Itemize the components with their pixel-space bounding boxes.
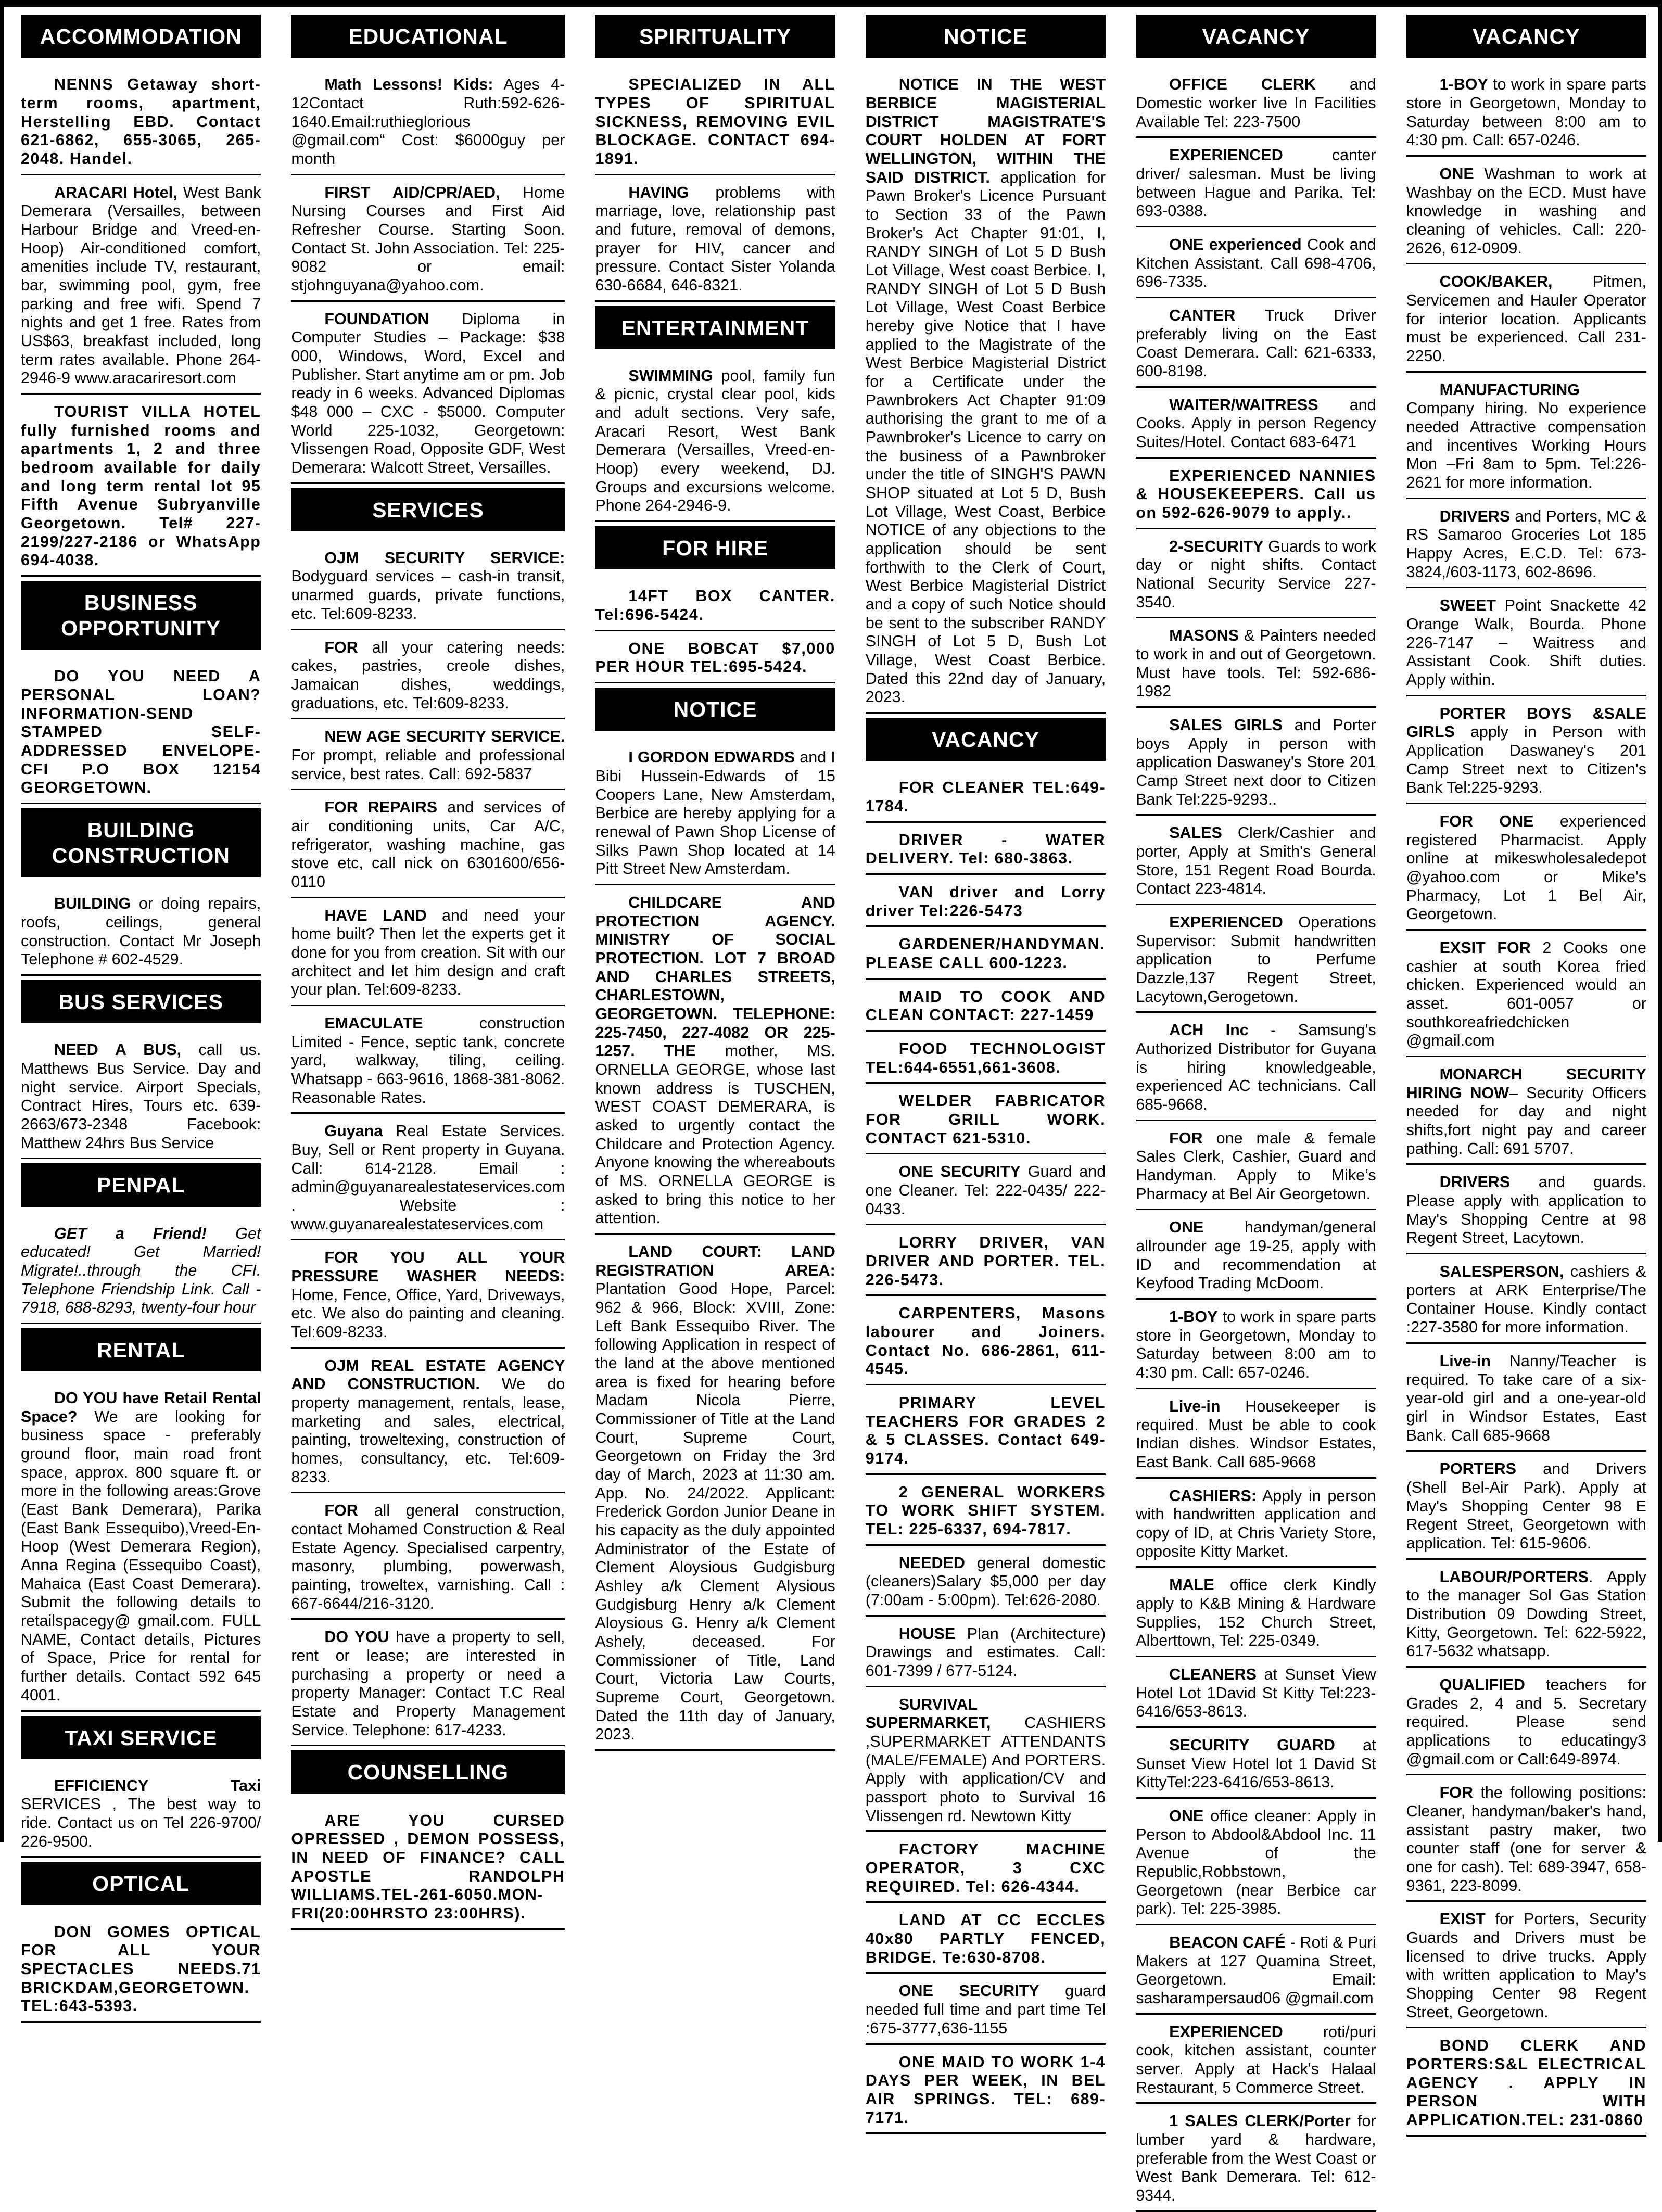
classified-ad — [21, 663, 261, 804]
section-header: FOR HIRE — [595, 526, 835, 569]
ad-text: one male & female Sales Clerk, Cashier, Guard and Handyman. Apply to Mike’s Pharmacy at Bel Air Georgetown. — [1136, 1129, 1376, 1203]
classified-ad — [866, 1621, 1106, 1687]
ad-text: or doing repairs, roofs, ceilings, general construction. Contact Mr Joseph Telephone # 602-4529. — [21, 895, 261, 969]
ad-text: experienced registered Pharmacist. Apply online at mikeswholesaledepot @yahoo.com or Mike's Pharmacy, Lot 1 Bel Air, Georgetown. — [1406, 812, 1646, 923]
ad-text: DON GOMES OPTICAL FOR ALL YOUR SPECTACLES NEEDS.71 BRICKDAM,GEORGETOWN. TEL:643-5393. — [21, 1923, 261, 2015]
ad-lead: WAITER/WAITRESS — [1169, 396, 1318, 414]
classified-ad — [866, 2049, 1106, 2134]
ad-lead: QUALIFIED — [1439, 1675, 1525, 1694]
ad-text: to work in spare parts store in Georgetown, Monday to Saturday between 8:00 am to 4:30 pm. Call: 657-0246. — [1136, 1308, 1376, 1382]
ad-text: call us. Matthews Bus Service. Day and night service. Airport Specials, Contract Hires, Tours etc. 639-2663/673-2348 Facebook: Matthew 24hrs Bus Service — [21, 1041, 261, 1152]
classified-ad — [1406, 1169, 1646, 1254]
ad-text: – Security Officers needed for day and night shifts,fort night pay and career pathing. Call: 691 5707. — [1406, 1084, 1647, 1158]
ad-lead: BUILDING — [54, 895, 131, 913]
ad-lead: SALES — [1169, 824, 1222, 842]
ad-lead: OJM SECURITY SERVICE: — [324, 549, 565, 567]
ad-text: and need your home built? Then let the experts get it done for you from creation. Sit with our architect and let him design and craft your plan. Tel:609-8233. — [291, 906, 565, 999]
ad-text: problems with marriage, love, relationship past and future, removal of demons, prayer for HIV, cancer and pressure. Contact Sister Yolanda 630-6684, 646-8321. — [595, 183, 835, 294]
ad-lead: Live-in — [1439, 1352, 1491, 1370]
ad-lead: GET a Friend! — [54, 1224, 207, 1242]
ad-lead: SECURITY GUARD — [1169, 1736, 1335, 1754]
ad-text: and Domestic worker live In Facilities Available Tel: 223-7500 — [1136, 75, 1376, 131]
ad-text: Plan (Architecture) Drawings and estimates. Call: 601-7399 / 677-5124. — [865, 1624, 1106, 1680]
classified-ad — [866, 1229, 1106, 1296]
ad-text: apply in Person with Application Daswaney's 201 Camp Street next to Citizen's Bank Tel:225-9293. — [1406, 723, 1646, 797]
classified-ad — [21, 1773, 261, 1858]
ad-lead: EMACULATE — [324, 1014, 423, 1032]
classified-ad — [1136, 1803, 1376, 1925]
ad-text: 2 Cooks one cashier at south Korea fried chicken. Experienced would an asset. 601-0057 or southkoreafriedchicken @gmail.com — [1406, 939, 1646, 1050]
ad-text: WELDER FABRICATOR FOR GRILL WORK. CONTACT 621-5310. — [865, 1092, 1106, 1147]
ad-text: Cook and Kitchen Assistant. Call 698-4706, 696-7335. — [1136, 235, 1376, 291]
ad-lead: EXPERIENCED — [1169, 2023, 1283, 2041]
classified-ad — [1406, 2032, 1646, 2136]
ad-text: teachers for Grades 2, 4 and 5. Secretary required. Please send applications to educatingy3 @gmail.com or Call:649-8974. — [1406, 1675, 1646, 1768]
classified-ad — [291, 306, 565, 484]
ad-text: Ages 4-12Contact Ruth:592-626-1640.Email:ruthieglorious @gmail.com“ Cost: $6000guy per month — [291, 75, 565, 168]
section-header: BUILDING CONSTRUCTION — [21, 808, 261, 877]
ad-lead: ACH Inc — [1169, 1021, 1249, 1039]
classified-ad — [1136, 392, 1376, 459]
classified-ad — [1406, 808, 1646, 931]
ad-lead: 1-BOY — [1439, 75, 1488, 94]
ad-lead: FOR — [324, 1502, 358, 1520]
ad-text: all your catering needs: cakes, pastries, creole dishes, Jamaican dishes, weddings, graduations, etc. Tel:609-8233. — [291, 638, 565, 712]
classified-ad — [595, 1239, 835, 1751]
classified-ad — [866, 827, 1106, 875]
classified-ad — [21, 1385, 261, 1711]
ad-lead: NOTICE IN THE WEST BERBICE MAGISTERIAL DISTRICT MAGISTRATE'S COURT HOLDEN AT FORT WELLINGTON, WITHIN THE SAID DISTRICT. — [865, 75, 1106, 186]
classified-ad — [291, 1497, 565, 1620]
ad-lead: COOK/BAKER, — [1439, 273, 1553, 291]
ad-lead: SALES GIRLS — [1169, 716, 1283, 734]
ad-lead: BEACON CAFÉ — [1169, 1933, 1286, 1951]
ad-lead: NEEDED — [898, 1554, 965, 1572]
ad-lead: ONE — [1169, 1807, 1204, 1825]
ad-text: Operations Supervisor: Submit handwritten application to Perfume Dazzle,137 Regent Street, Lacytown,Gerogetown. — [1136, 913, 1376, 1006]
ad-lead: FOR — [324, 638, 358, 656]
classified-ad — [1136, 1304, 1376, 1389]
classified-ad — [291, 1624, 565, 1746]
ad-lead: CANTER — [1169, 306, 1236, 324]
ad-lead: HOUSE — [898, 1624, 956, 1643]
classified-ad — [1136, 1732, 1376, 1799]
ad-lead: PORTER BOYS &SALE GIRLS — [1406, 704, 1646, 741]
classified-ad — [1136, 463, 1376, 529]
ad-text: Home Nursing Courses and First Aid Refresher Course. Starting Soon. Contact St. John Association. Tel: 225-9082 or email: stjohnguyana@yahoo.com. — [291, 183, 565, 294]
ad-lead: MANUFACTURING — [1439, 380, 1580, 399]
ad-lead: ONE experienced — [1169, 235, 1302, 253]
ad-text: Company hiring. No experience needed Attractive compensation and incentives Working Hours Mon –Fri 8am to 5pm. Tel:226-2621 for more information. — [1406, 399, 1646, 491]
classified-ad — [1406, 503, 1646, 589]
classified-ad — [866, 1907, 1106, 1974]
classified-ad — [1406, 701, 1646, 804]
ad-text: Bodyguard services – cash-in transit, unarmed guards, private functions, etc. Tel:609-8233. — [291, 567, 565, 622]
section-header: TAXI SERVICE — [21, 1716, 261, 1759]
ad-lead: 1 SALES CLERK/Porter — [1169, 2112, 1351, 2130]
ad-lead: SWEET — [1439, 596, 1496, 615]
ad-text: canter driver/ salesman. Must be living between Hague and Parika. Tel: 693-0388. — [1136, 146, 1376, 220]
classified-ad — [1406, 377, 1646, 499]
ad-lead: SURVIVAL SUPERMARKET, — [865, 1695, 991, 1732]
ad-text: FOR CLEANER TEL:649-1784. — [865, 779, 1106, 815]
ad-lead: ONE — [1169, 1218, 1204, 1237]
classified-ad — [1406, 935, 1646, 1057]
classified-ad — [1406, 1564, 1646, 1668]
ad-text: - Samsung's Authorized Distributor for Guyana is hiring knowledgeable, experienced AC technicians. Call 685-9668. — [1136, 1021, 1376, 1114]
classified-ad — [21, 399, 261, 577]
classified-ad — [291, 902, 565, 1006]
section-header: NOTICE — [866, 15, 1106, 58]
section-header: SERVICES — [291, 488, 565, 531]
ad-text: West Bank Demerara (Versailles, between Harbour Bridge and Vreed-en-Hoop) Air-conditioned comfort, amenities include TV, restaurant, bar, swimming pool, gym, free parking and free wifi. Spend 7 nights and get 1 free. Rates from US$63, breakfast included, long term rates available. Phone 264-2946-9 www.aracariresort.com — [21, 183, 261, 387]
ad-lead: ARACARI Hotel, — [54, 183, 177, 201]
ad-text: VAN driver and Lorry driver Tel:226-5473 — [865, 883, 1106, 920]
classified-ad — [291, 794, 565, 898]
classified-ad — [291, 180, 565, 302]
ad-text: Pitmen, Servicemen and Hauler Operator for interior location. Applicants must be experienced. Call 231-2250. — [1406, 273, 1646, 365]
ad-text: LORRY DRIVER, VAN DRIVER AND PORTER. TEL. 226-5473. — [865, 1234, 1106, 1289]
ad-lead: FIRST AID/CPR/AED, — [324, 183, 500, 201]
classified-ad — [291, 1010, 565, 1114]
classified-ad — [291, 634, 565, 720]
section-header: BUSINESS OPPORTUNITY — [21, 581, 261, 650]
ad-text: and guards. Please apply with application to May's Shopping Centre at 98 Regent Street, Lacytown. — [1406, 1173, 1646, 1247]
classified-ad — [291, 1244, 565, 1348]
ad-text: Point Snackette 42 Orange Walk, Bourda. Phone 226-7147 – Waitress and Assistant Cook. Shift duties. Apply within. — [1406, 596, 1646, 689]
ad-text: For prompt, reliable and professional service, best rates. Call: 692-5837 — [291, 746, 565, 783]
ad-text: Real Estate Services. Buy, Sell or Rent property in Guyana. Call: 614-2128. Email : admin@guyanarealestateservices.com . Website : www.guyanarealestateservices.com — [291, 1122, 565, 1233]
ad-lead: DRIVERS — [1439, 1173, 1511, 1191]
classified-ad — [866, 71, 1106, 714]
section-header: ACCOMMODATION — [21, 15, 261, 58]
ad-lead: 1-BOY — [1169, 1308, 1218, 1326]
ad-lead: SWIMMING — [628, 366, 714, 385]
classified-ad — [1406, 161, 1646, 264]
ad-text: DRIVER - WATER DELIVERY. Tel: 680-3863. — [865, 831, 1106, 868]
ad-lead: HAVE LAND — [324, 906, 427, 924]
ad-text: and Porter boys Apply in person with application Daswaney's Store 201 Camp Street next door to Citizen Bank Tel:225-9293.. — [1136, 716, 1376, 808]
ad-text: and Drivers (Shell Bel-Air Park). Apply at May's Shopping Center 98 E Regent Street, Georgetown with application. Tel: 615-9606. — [1406, 1460, 1646, 1552]
ad-lead: NEW AGE SECURITY SERVICE. — [324, 728, 565, 746]
ad-text: at Sunset View Hotel lot 1 David St KittyTel:223-6416/653-8613. — [1136, 1736, 1376, 1791]
ad-text: BOND CLERK AND PORTERS:S&L ELECTRICAL AGENCY . APPLY IN PERSON WITH APPLICATION.TEL: 231-0860 — [1406, 2037, 1646, 2129]
classified-ad — [1136, 1929, 1376, 2015]
classified-ad — [595, 180, 835, 302]
ad-lead: DO YOU have Retail Rental Space? — [21, 1389, 261, 1426]
ad-text: LAND AT CC ECCLES 40x80 PARTLY FENCED, BRIDGE. Te:630-8708. — [865, 1911, 1106, 1966]
section-header: EDUCATIONAL — [291, 15, 565, 58]
ad-text: and I Bibi Hussein-Edwards of 15 Coopers Lane, New Amsterdam, Berbice are hereby applying for a renewal of Pawn Shop License of Silks Pawn Shop located at 14 Pitt Street New Amsterdam. — [595, 748, 835, 878]
classified-ad — [595, 363, 835, 522]
ad-text: DO YOU NEED A PERSONAL LOAN? INFORMATION-SEND STAMPED SELF-ADDRESSED ENVELOPE- CFI P.O BOX 12154 GEORGETOWN. — [21, 667, 261, 797]
ad-lead: NEED A BUS, — [54, 1041, 182, 1059]
ad-text: the following positions: Cleaner, handyman/baker's hand, assistant pastry maker, two counter staff (one for server & one for cash). Tel: 689-3947, 658-9361, 223-8099. — [1406, 1784, 1646, 1895]
ad-lead: FOR — [1169, 1129, 1203, 1147]
ad-text: TOURIST VILLA HOTEL fully furnished rooms and apartments 1, 2 and three bedroom available for daily and long term rental lot 95 Fifth Avenue Subryanville Georgetown. Tel# 227-2199/227-2186 or WhatsApp 694-4038. — [21, 402, 261, 569]
ad-text: FOOD TECHNOLOGIST TEL:644-6551,661-3608. — [865, 1039, 1106, 1076]
classified-ad — [291, 723, 565, 790]
ad-text: & Painters needed to work in and out of Georgetown. Must have tools. Tel: 592-686-1982 — [1136, 627, 1376, 701]
ad-lead: PORTERS — [1439, 1460, 1517, 1478]
ad-lead: 2-SECURITY — [1169, 537, 1264, 555]
classified-ad — [595, 635, 835, 683]
ad-text: Guard and one Cleaner. Tel: 222-0435/ 222-0433. — [865, 1163, 1106, 1218]
classified-ad — [866, 1836, 1106, 1903]
ad-lead: DO YOU — [324, 1628, 389, 1646]
ad-text: for lumber yard & hardware, preferable from the West Coast or West Bank Demerara. Tel: 612-9344. — [1136, 2112, 1376, 2205]
section-header: VACANCY — [1406, 15, 1646, 58]
ad-text: MAID TO COOK AND CLEAN CONTACT: 227-1459 — [865, 987, 1106, 1024]
ad-text: mother, MS. ORNELLA GEORGE, whose last known address is TUSCHEN, WEST COAST DEMERARA, is asked to urgently contact the Childcare and Protection Agency. Anyone knowing the whereabouts of MS. ORNELLA GEORGE is asked to bring this notice to her attention. — [595, 1042, 835, 1227]
ad-text: 14FT BOX CANTER. Tel:696-5424. — [595, 587, 835, 624]
ad-text: Home, Fence, Office, Yard, Driveways, etc. We also do painting and cleaning. Tel:609-8233. — [291, 1286, 565, 1341]
classified-ad — [1136, 1661, 1376, 1728]
column-2 — [291, 10, 565, 1922]
ad-text: Truck Driver preferably living on the East Coast Demerara. Call: 621-6333, 600-8198. — [1136, 306, 1376, 380]
ad-text: Diploma in Computer Studies – Package: $38 000, Windows, Word, Excel and Publisher. Start anytime am or pm. Job ready in 6 weeks. Advanced Diplomas $48 000 – CXC - $5000. Computer World 225-1032, Georgetown: Vlissengen Road, Opposite GDF, West Demerara: Walcott Street, Versailles. — [291, 310, 565, 476]
ad-text: and Cooks. Apply in person Regency Suites/Hotel. Contact 683-6471 — [1136, 396, 1376, 451]
ad-text: Apply in person with handwritten application and copy of ID, at Chris Variety Store, opposite Kitty Market. — [1136, 1486, 1376, 1560]
ad-text: SERVICES , The best way to ride. Contact us on Tel 226-9700/ 226-9500. — [21, 1795, 261, 1850]
ad-lead: FOR REPAIRS — [324, 798, 438, 817]
classified-ad — [1136, 2108, 1376, 2211]
ad-lead: DRIVERS — [1439, 507, 1511, 525]
ad-text: office cleaner: Apply in Person to Abdool&Abdool Inc. 11 Avenue of the Republic,Robbstown, Georgetown (near Berbice car park). Tel: 225-3985. — [1136, 1807, 1376, 1918]
classified-ad — [866, 1300, 1106, 1385]
ad-lead: MASONS — [1169, 627, 1239, 645]
ad-lead: ONE SECURITY — [898, 1163, 1021, 1181]
ad-text: Washman to work at Washbay on the ECD. Must have knowledge in washing and cleaning of vehicles. Call: 220-2626, 612-0909. — [1406, 164, 1646, 257]
ad-text: to work in spare parts store in Georgetown, Monday to Saturday between 8:00 am to 4:30 pm. Call: 657-0246. — [1406, 75, 1646, 149]
ad-lead: MALE — [1169, 1576, 1214, 1594]
classified-ad — [866, 879, 1106, 927]
ad-text: roti/puri cook, kitchen assistant, counter server. Apply at Hack's Halaal Restaurant, 5 Commerce Street. — [1136, 2023, 1376, 2096]
section-header: OPTICAL — [21, 1862, 261, 1905]
classified-ad — [291, 545, 565, 630]
column-6 — [1406, 10, 1647, 2129]
ad-text: for Porters, Security Guards and Drivers must be licensed to drive trucks. Apply with written application to May's Shopping Center 98 Regent Street, Georgetown. — [1406, 1910, 1646, 2021]
classified-ad — [866, 774, 1106, 822]
classified-ad — [1406, 592, 1646, 696]
classified-ad — [1136, 820, 1376, 905]
ad-lead: FOR YOU ALL YOUR PRESSURE WASHER NEEDS: — [291, 1249, 565, 1285]
ad-text: SPECIALIZED IN ALL TYPES OF SPIRITUAL SICKNESS, REMOVING EVIL BLOCKAGE. CONTACT 694-1891. — [595, 75, 835, 168]
ad-lead: EXPERIENCED — [1169, 146, 1283, 164]
classified-ad — [595, 744, 835, 885]
classified-ad — [1406, 1348, 1646, 1452]
classified-ad — [1136, 1017, 1376, 1121]
ad-text: office clerk Kindly apply to K&B Mining & Hardware Supplies, 152 Church Street, Alberttown, Tel: 225-0349. — [1136, 1576, 1376, 1650]
ad-text: all general construction, contact Mohamed Construction & Real Estate Agency. Specialised carpentry, masonry, plumbing, powerwash, painting, troweltex, varnishing. Call : 667-6644/216-3120. — [291, 1502, 565, 1612]
classified-ad — [866, 1159, 1106, 1225]
ad-text: . Apply to the manager Sol Gas Station Distribution 09 Dowding Street, Kitty, Georgetown. Tel: 622-5922, 617-5632 whatsapp. — [1406, 1568, 1646, 1660]
ad-text: Plantation Good Hope, Parcel: 962 & 966, Block: XVIII, Zone: Left Bank Essequibo River. The following Application in respect of the land at the above mentioned area is fixed for hearing before Madam Nicola Pierre, Commissioner of Title at the Land Court, Supreme Court, Georgetown on Friday the 3rd day of March, 2023 at 11:30 am. App. No. 24/2022. Applicant: Frederick Gordon Junior Deane in his capacity as the duly appointed Administrator of the Estate of Clement Aloysious Gudgisburg Ashley a/k Clement Alysious Gudgisburg Henry a/k Clement Aloysious G. Henry a/k Clement Ashely, deceased. For Commissioner of Title, Land Court, Victoria Law Courts, Supreme Court, Georgetown. Dated the 11th day of January, 2023. — [595, 1280, 835, 1744]
ad-text: We are looking for business space - preferably ground floor, main road front space, approx. 800 square ft. or more in the following areas:Grove (East Bank Demerara), Parika (East Bank Essequibo),Vreed-En-Hoop (West Demerara Region), Anna Regina (Essequibo Coast), Mahaica (East Coast Demerara). Submit the following details to retailspacegy@ gmail.com. FULL NAME, Contact details, Pictures of Space, Price for rental for further details. Contact 592 645 4001. — [21, 1407, 261, 1704]
classified-ad — [1136, 712, 1376, 816]
classified-ad — [1136, 2019, 1376, 2104]
classified-ad — [866, 1692, 1106, 1833]
classified-ad — [21, 71, 261, 175]
ad-lead: EXPERIENCED — [1169, 913, 1283, 932]
classified-ad — [1136, 142, 1376, 227]
ad-text: Guards to work day or night shifts. Contact National Security Service 227-3540. — [1136, 537, 1376, 611]
ad-text: cashiers & porters at ARK Enterprise/The Container House. Kindly contact :227-3580 for more information. — [1406, 1263, 1646, 1337]
classified-ad — [1136, 232, 1376, 298]
classified-ad — [866, 1978, 1106, 2044]
classified-ad — [291, 1353, 565, 1494]
classified-ad — [1406, 1456, 1646, 1559]
section-header: COUNSELLING — [291, 1750, 565, 1794]
ad-text: application for Pawn Broker's Licence Pursuant to Section 33 of the Pawn Broker's Act Chapter 91:01, I, RANDY SINGH of Lot 5 D Bush Lot Village, West coast Berbice. I, RANDY SINGH of Lot 5 D Bush Lot Village, West Coast Berbice hereby give Notice that I have applied to the Magistrate of the West Berbice Magisterial District for a Certificate under the Pawnbrokers Act Chapter 91:09 authorising the grant to me of a Pawnbroker's Licence to carry on the business of a Pawnbroker under the title of SINGH'S PAWN SHOP situated at Lot 5 D, Bush Lot Village, West Coast, Berbice NOTICE of any objections to the application should be sent forthwith to the Clerk of Court, West Berbice Magisterial District and a copy of such Notice should be sent to the subscriber RANDY SINGH of Lot 5 D, Bush Lot Village, West Coast Berbice. Dated this 22nd day of January, 2023. — [865, 168, 1106, 706]
ad-text: at Sunset View Hotel Lot 1David St Kitty Tel:223-6416/653-8613. — [1136, 1665, 1376, 1721]
ad-text: CASHIERS ,SUPERMARKET ATTENDANTS (MALE/FEMALE) And PORTERS. Apply with application/CV and passport photo to Survival 16 Vlissengen rd. Newtown Kitty — [865, 1714, 1106, 1825]
classified-ad — [1406, 1779, 1646, 1902]
section-header: PENPAL — [21, 1163, 261, 1206]
ad-text: guard needed full time and part time Tel :675-3777,636-1155 — [865, 1982, 1106, 2037]
ad-lead: EXIST — [1439, 1910, 1486, 1928]
ad-lead: CASHIERS: — [1169, 1486, 1257, 1505]
classified-ad — [1136, 1393, 1376, 1479]
ad-lead: EFFICIENCY Taxi — [54, 1776, 261, 1795]
classified-ad — [291, 1808, 565, 1930]
classified-ad — [1136, 71, 1376, 138]
ad-text: general domestic (cleaners)Salary $5,000 per day (7:00am - 5:00pm). Tel:626-2080. — [865, 1554, 1106, 1609]
page-border-right — [1658, 7, 1662, 1842]
ad-text: CARPENTERS, Masons labourer and Joiners. Contact No. 686-2861, 611-4545. — [865, 1304, 1106, 1378]
column-5 — [1136, 10, 1376, 2205]
ad-text: and services of air conditioning units, Car A/C, refrigerator, washing machine, gas stove etc, call nick on 6301600/656-0110 — [291, 798, 565, 891]
ad-lead: ONE — [1439, 164, 1474, 183]
page-border-left — [0, 7, 4, 1842]
ad-text: Get educated! Get Married! Migrate!..through the CFI. Telephone Friendship Link. Call - 7918, 688-8293, twenty-four hour — [21, 1224, 261, 1317]
ad-text: GARDENER/HANDYMAN. PLEASE CALL 600-1223. — [865, 935, 1106, 972]
classified-ad — [1136, 302, 1376, 388]
classified-ad — [291, 71, 565, 175]
ad-lead: OFFICE CLERK — [1169, 75, 1316, 94]
classified-ad — [1406, 1258, 1646, 1344]
classified-ad — [1406, 1906, 1646, 2028]
ad-text: ONE MAID TO WORK 1-4 DAYS PER WEEK, IN BEL AIR SPRINGS. TEL: 689-7171. — [865, 2053, 1106, 2127]
column-4 — [865, 10, 1106, 2127]
ad-lead: CLEANERS — [1169, 1665, 1257, 1683]
classified-ad — [1406, 1672, 1646, 1775]
classified-ad — [1136, 1214, 1376, 1300]
column-3 — [595, 10, 835, 1832]
ad-lead: Guyana — [324, 1122, 383, 1140]
classified-ad — [21, 1037, 261, 1159]
ad-lead: EXSIT FOR — [1439, 939, 1531, 957]
section-header: SPIRITUALITY — [595, 15, 835, 58]
ad-text: construction Limited - Fence, septic tank, concrete yard, walkway, tiling, ceiling. Whatsapp - 663-9616, 1868-381-8062. Reasonable Rates. — [291, 1014, 565, 1107]
ad-lead: MONARCH SECURITY HIRING NOW — [1406, 1065, 1646, 1102]
classified-ad — [595, 71, 835, 175]
ad-text: ARE YOU CURSED OPRESSED , DEMON POSSESS, IN NEED OF FINANCE? CALL APOSTLE RANDOLPH WILLIAMS.TEL-261-6050.MON-FRI(20:00HRSTO 23:00HRS). — [291, 1811, 565, 1922]
classified-ad — [1406, 71, 1646, 157]
ad-text: FACTORY MACHINE OPERATOR, 3 CXC REQUIRED. Tel: 626-4344. — [865, 1840, 1106, 1896]
ad-lead: LABOUR/PORTERS — [1439, 1568, 1589, 1586]
classified-ad — [1136, 909, 1376, 1013]
classified-ad — [1136, 1125, 1376, 1211]
classified-ad — [1406, 269, 1646, 372]
ad-text: PRIMARY LEVEL TEACHERS FOR GRADES 2 & 5 CLASSES. Contact 649-9174. — [865, 1394, 1106, 1468]
classified-ad — [866, 1479, 1106, 1546]
ad-lead: ONE SECURITY — [898, 1982, 1039, 2000]
ad-text: Housekeeper is required. Must be able to cook Indian dishes. Windsor Estates, East Bank. Call 685-9668 — [1136, 1397, 1376, 1471]
ad-text: 2 GENERAL WORKERS TO WORK SHIFT SYSTEM. TEL: 225-6337, 694-7817. — [865, 1483, 1106, 1539]
section-header: VACANCY — [1136, 15, 1376, 58]
classified-ad — [866, 1390, 1106, 1475]
ad-text: have a property to sell, rent or lease; are interested in purchasing a property or need a property Manager: Contact T.C Real Estate and Property Management Service. Telephone: 617-4233. — [291, 1628, 565, 1739]
classified-ad — [866, 984, 1106, 1032]
classified-columns — [21, 10, 1647, 2205]
ad-lead: CHILDCARE AND PROTECTION AGENCY. MINISTRY OF SOCIAL PROTECTION. LOT 7 BROAD AND CHARLES STREETS, CHARLESTOWN, GEORGETOWN. TELEPHONE: 225-7450, 227-4082 OR 225-1257. THE — [595, 893, 835, 1060]
classified-ad — [21, 1221, 261, 1324]
classified-ad — [1406, 1061, 1646, 1165]
ad-lead: LAND COURT: LAND REGISTRATION AREA: — [595, 1243, 835, 1279]
ad-lead: HAVING — [628, 183, 689, 201]
ad-text: - Roti & Puri Makers at 127 Quamina Street, Georgetown. Email: sasharampersaud06 @gmail.com — [1136, 1933, 1376, 2007]
ad-text: Clerk/Cashier and porter, Apply at Smith's General Store, 151 Regent Road Bourda. Contact 223-4814. — [1136, 824, 1376, 898]
section-header: BUS SERVICES — [21, 980, 261, 1023]
classified-ad — [595, 889, 835, 1235]
ad-lead: I GORDON EDWARDS — [628, 748, 795, 767]
ad-lead: FOR ONE — [1439, 812, 1534, 831]
classified-ad — [866, 1550, 1106, 1617]
ad-text: NENNS Getaway short-term rooms, apartment, Herstelling EBD. Contact 621-6862, 655-3065, 265-2048. Handel. — [21, 75, 261, 168]
classified-ad — [291, 1118, 565, 1240]
classified-ad — [1136, 1572, 1376, 1657]
column-1 — [21, 10, 261, 2015]
classified-ad — [21, 180, 261, 395]
classified-ad — [1136, 1483, 1376, 1568]
ad-lead: FOR — [1439, 1784, 1473, 1802]
section-header: VACANCY — [866, 718, 1106, 761]
ad-lead: OJM REAL ESTATE AGENCY AND CONSTRUCTION. — [291, 1356, 565, 1393]
classified-ad — [866, 1036, 1106, 1084]
ad-text: ONE BOBCAT $7,000 PER HOUR TEL:695-5424. — [595, 639, 835, 676]
section-header: NOTICE — [595, 688, 835, 731]
classified-ad — [595, 583, 835, 631]
ad-lead: Math Lessons! Kids: — [324, 75, 493, 94]
ad-text: Nanny/Teacher is required. To take care of a six-year-old girl and a one-year-old girl in Windsor Estates, East Bank. Call 685-9668 — [1406, 1352, 1646, 1444]
ad-lead: FOUNDATION — [324, 310, 429, 328]
ad-text: We do property management, rentals, lease, marketing and sales, electrical, painting, troweltexing, construction of homes, consultancy, etc. Tel:609-8233. — [291, 1375, 565, 1486]
classified-ad — [1136, 622, 1376, 708]
classified-ad — [866, 931, 1106, 979]
ad-lead: Live-in — [1169, 1397, 1221, 1415]
ad-text: and Porters, MC & RS Samaroo Groceries Lot 185 Happy Acres, E.C.D. Tel: 673-3824,/603-1173, 602-8696. — [1406, 507, 1646, 581]
section-header: RENTAL — [21, 1328, 261, 1371]
ad-text: pool, family fun & picnic, crystal clear pool, kids and adult sections. Very safe, Aracari Resort, West Bank Demerara (Versailles, Vreed-en-Hoop) every weekend, DJ. Groups and excursions welcome. Phone 264-2946-9. — [595, 366, 835, 515]
ad-lead: SALESPERSON, — [1439, 1263, 1564, 1281]
ad-text: handyman/general allrounder age 19-25, apply with ID and recommendation at Keyfood Trading McDoom. — [1136, 1218, 1376, 1292]
section-header: ENTERTAINMENT — [595, 306, 835, 349]
classified-ad — [21, 1919, 261, 2023]
classified-ad — [21, 891, 261, 976]
ad-text: EXPERIENCED NANNIES & HOUSEKEEPERS. Call us on 592-626-9079 to apply.. — [1136, 466, 1376, 522]
classified-ad — [1136, 533, 1376, 619]
classified-ad — [866, 1088, 1106, 1154]
